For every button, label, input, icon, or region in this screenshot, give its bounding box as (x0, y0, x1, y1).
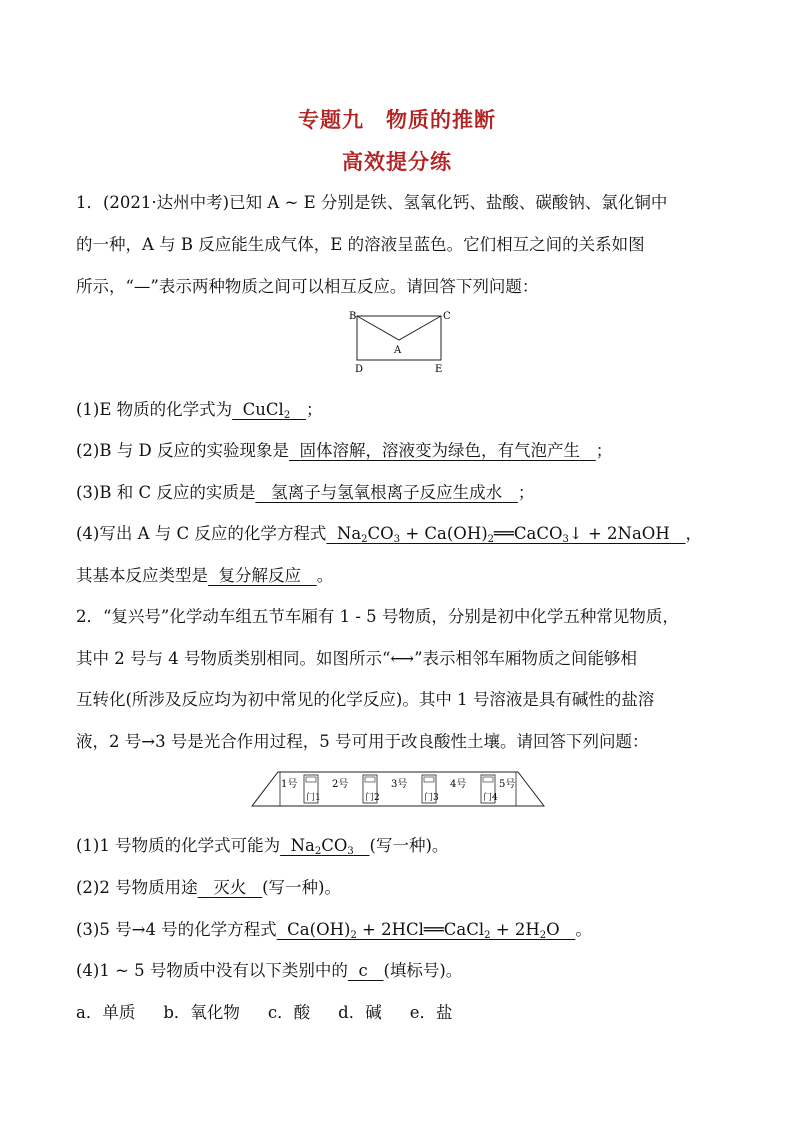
q1-part-4-type-end: 。 (316, 566, 334, 585)
option-e: e．盐 (409, 1003, 453, 1022)
q2-part-3-end: 。 (575, 920, 592, 939)
q1-part-2-end: ； (595, 441, 613, 460)
car-label-4: 4号 (450, 779, 467, 790)
q2-part-2-answer (198, 878, 263, 897)
q2-stem-line-4: 液，2 号→3 号是光合作用过程，5 号可用于改良酸性土壤。请回答下列问题： (76, 732, 649, 751)
q1-part-4-prompt: (4)写出 A 与 C 反应的化学方程式 (76, 524, 327, 543)
q2-part-1-prompt: (1)1 号物质的化学式可能为 (76, 836, 281, 855)
node-label-c: C (443, 311, 451, 322)
page-subtitle: 高效提分练 (342, 150, 452, 174)
q2-part-1-answer: $Na_2CO_3$ (280, 836, 354, 857)
q1-part-1-answer: CuCl$_2$ (232, 400, 291, 421)
q2-stem-line-1: 2．“复兴号”化学动车组五节车厢有 1 - 5 号物质，分别是初中化学五种常见物质， (76, 607, 679, 626)
option-a: a．单质 (76, 1003, 136, 1022)
q1-part-1 (76, 400, 322, 426)
q2-part-4 (76, 961, 462, 981)
q1-stem-line-1: 1．(2021·达州中考)已知 A ~ E 分别是铁、氢氧化钙、盐酸、碳酸钠、氯化铜中 (76, 193, 668, 212)
q2-part-2-end: (写一种)。 (262, 878, 341, 897)
q1-part-4-end: ， (685, 524, 702, 543)
q2-part-3-equation: $Ca(OH)_2$ + 2HCl══CaCl$_2$ + $2H_2O$ (276, 920, 576, 941)
q2-part-1 (76, 836, 448, 862)
door-label-3: 门3 (424, 793, 439, 803)
q1-part-4-type (76, 566, 333, 586)
q1-part-4-type-prompt: 其基本反应类型是 (76, 566, 208, 585)
node-label-e: E (435, 364, 443, 375)
q2-part-1-end: (写一种)。 (369, 836, 449, 855)
option-b: b．氧化物 (163, 1003, 240, 1022)
q1-part-3-answer (255, 483, 518, 502)
car-label-3: 3号 (391, 779, 408, 790)
q1-stem-line-2: 的一种，A 与 B 反应能生成气体，E 的溶液呈蓝色。它们相互之间的关系如图 (76, 235, 645, 254)
car-label-2: 2号 (332, 779, 349, 790)
q2-part-4-end: (填标号)。 (383, 961, 463, 980)
q2-part-2-answer-text: 灭火 (213, 878, 247, 897)
q2-stem-line-2: 其中 2 号与 4 号物质类别相同。如图所示“⟷”表示相邻车厢物质之间能够相 (76, 649, 637, 668)
page-title: 专题九 物质的推断 (298, 108, 496, 132)
q1-stem-line-3: 所示，“—”表示两种物质之间可以相互反应。请回答下列问题： (76, 277, 539, 296)
q2-part-2-prompt: (2)2 号物质用途 (76, 878, 198, 897)
q1-part-4-equation: $Na_2CO_3$ + $Ca(OH)_2══CaCO_3↓$ + 2NaOH (326, 524, 686, 545)
q2-stem-line-3: 互转化(所涉及反应均为初中常见的化学反应)。其中 1 号溶液是具有碱性的盐溶 (76, 690, 655, 709)
door-label-2: 门2 (365, 793, 380, 803)
q2-part-4-prompt: (4)1 ~ 5 号物质中没有以下类别中的 (76, 961, 348, 980)
q2-part-3 (76, 920, 592, 946)
q2-part-4-answer-text: c (358, 961, 368, 980)
q1-part-3-answer-text: 氢离子与氢氧根离子反应生成水 (271, 483, 503, 502)
option-d: d．碱 (338, 1003, 382, 1022)
q1-relation-diagram (345, 306, 455, 376)
q1-part-1-end: ； (305, 400, 323, 419)
node-label-d: D (355, 364, 364, 375)
q2-part-3-prompt: (3)5 号→4 号的化学方程式 (76, 920, 277, 939)
option-c: c．酸 (267, 1003, 311, 1022)
q1-part-3-end: ； (517, 483, 535, 502)
relation-v-lines (357, 316, 441, 340)
q2-part-2 (76, 878, 341, 898)
q1-part-4 (76, 524, 702, 550)
q2-options (76, 1003, 452, 1023)
q1-part-2-answer (289, 441, 596, 460)
q1-part-3 (76, 483, 534, 503)
q1-part-4-type-answer-text: 复分解反应 (218, 566, 301, 585)
node-label-b: B (349, 311, 357, 322)
car-label-5: 5号 (499, 779, 516, 790)
q2-part-4-answer (348, 961, 384, 980)
q1-part-4-type-answer (208, 566, 317, 585)
door-label-1: 门1 (306, 793, 321, 803)
door-label-4: 门4 (483, 793, 498, 803)
q1-part-2-prompt: (2)B 与 D 反应的实验现象是 (76, 441, 289, 460)
car-label-1: 1号 (281, 779, 298, 790)
q1-part-2 (76, 441, 612, 461)
q1-part-2-answer-text: 固体溶解，溶液变为绿色，有气泡产生 (299, 441, 580, 460)
q2-train-diagram (250, 770, 546, 812)
node-label-a: A (394, 345, 402, 356)
q1-part-3-prompt: (3)B 和 C 反应的实质是 (76, 483, 256, 502)
q1-part-1-prompt: (1)E 物质的化学式为 (76, 400, 233, 419)
